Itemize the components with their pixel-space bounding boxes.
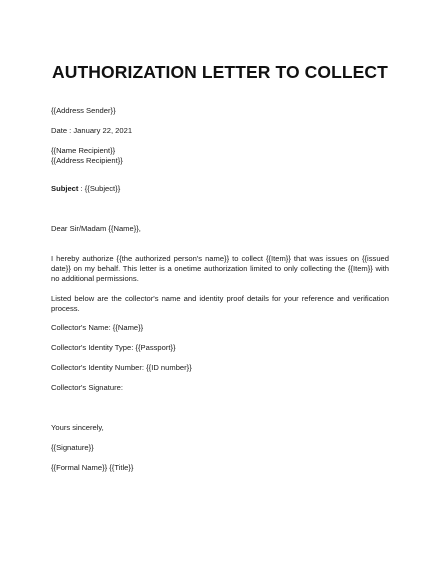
salutation: Dear Sir/Madam {{Name}}, — [51, 224, 141, 233]
formal-name-title: {{Formal Name}} {{Title}} — [51, 463, 134, 472]
collector-identity-number: Collector's Identity Number: {{ID number}} — [51, 363, 192, 372]
subject-value: : {{Subject}} — [78, 184, 121, 193]
paragraph-authorization: I hereby authorize {{the authorized person's name}} to collect {{Item}} that was issues on {{issued date}} on my behalf. This letter is a onetime authorization limited to only collecting the {{Item}} with no additional permissions. — [51, 254, 389, 283]
signature-placeholder: {{Signature}} — [51, 443, 94, 452]
collector-identity-type: Collector's Identity Type: {{Passport}} — [51, 343, 176, 352]
letter-date: Date : January 22, 2021 — [51, 126, 133, 135]
address-recipient: {{Address Recipient}} — [51, 156, 123, 165]
name-recipient: {{Name Recipient}} — [51, 146, 116, 155]
collector-signature: Collector's Signature: — [51, 383, 123, 392]
closing-line: Yours sincerely, — [51, 423, 104, 432]
document-title: AUTHORIZATION LETTER TO COLLECT — [52, 62, 388, 82]
address-sender: {{Address Sender}} — [51, 106, 116, 115]
subject-label: Subject — [51, 184, 79, 193]
paragraph-collector-details: Listed below are the collector's name and identity proof details for your reference and verification process. — [51, 294, 389, 313]
subject-line — [51, 184, 120, 194]
collector-name: Collector's Name: {{Name}} — [51, 323, 144, 332]
